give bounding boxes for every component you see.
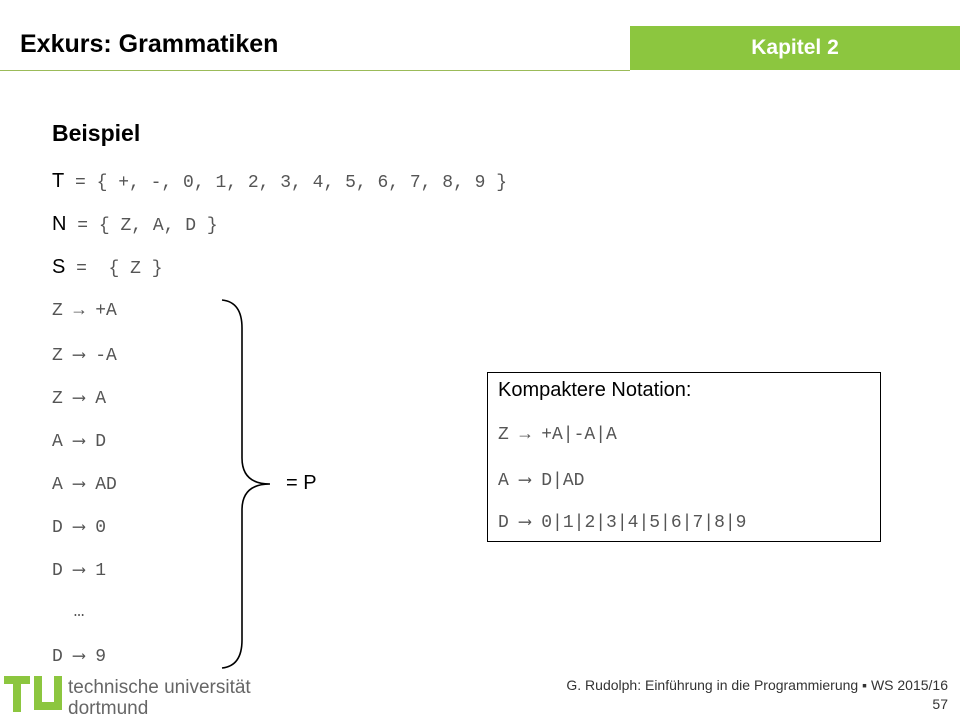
notation-line: A ⟶ D|AD (498, 471, 585, 491)
start-set (52, 256, 163, 279)
set-definition: = { Z } (65, 259, 163, 279)
footer-credit: G. Rudolph: Einführung in die Programmierung ▪ WS 2015/16 (566, 677, 948, 693)
notation-line: D ⟶ 0|1|2|3|4|5|6|7|8|9 (498, 513, 747, 533)
header-divider (0, 70, 630, 71)
production-rule: D ⟶ 0 (52, 518, 107, 538)
tu-logo-icon (0, 672, 66, 720)
set-symbol: S (52, 256, 66, 278)
set-definition: = { +, -, 0, 1, 2, 3, 4, 5, 6, 7, 8, 9 } (64, 173, 508, 193)
production-rule: D ⟶ 1 (52, 561, 107, 581)
nonterminal-set (52, 213, 218, 236)
university-line: dortmund (68, 698, 149, 719)
production-rule: Z → +A (52, 301, 117, 321)
section-heading: Beispiel (52, 120, 141, 146)
right-brace-icon (218, 298, 278, 670)
production-rule-ellipsis: … (52, 602, 85, 622)
production-rule: Z ⟶ -A (52, 346, 117, 366)
production-rule: A ⟶ AD (52, 475, 117, 495)
terminal-set (52, 170, 507, 193)
production-rule: A ⟶ D (52, 432, 107, 452)
productions-label: = P (286, 472, 317, 494)
production-rule: D ⟶ 9 (52, 647, 107, 667)
notation-line: Z → +A|-A|A (498, 425, 617, 445)
page-number: 57 (932, 696, 948, 712)
set-definition: = { Z, A, D } (66, 216, 218, 236)
compact-notation-box (487, 372, 881, 542)
university-name (68, 677, 251, 719)
set-symbol: N (52, 213, 67, 235)
production-rule: Z ⟶ A (52, 389, 107, 409)
university-line: technische universität (68, 677, 251, 698)
chapter-label: Kapitel 2 (630, 26, 960, 70)
notation-title: Kompaktere Notation: (498, 379, 692, 401)
set-symbol: T (52, 170, 65, 192)
page-title: Exkurs: Grammatiken (20, 30, 279, 58)
